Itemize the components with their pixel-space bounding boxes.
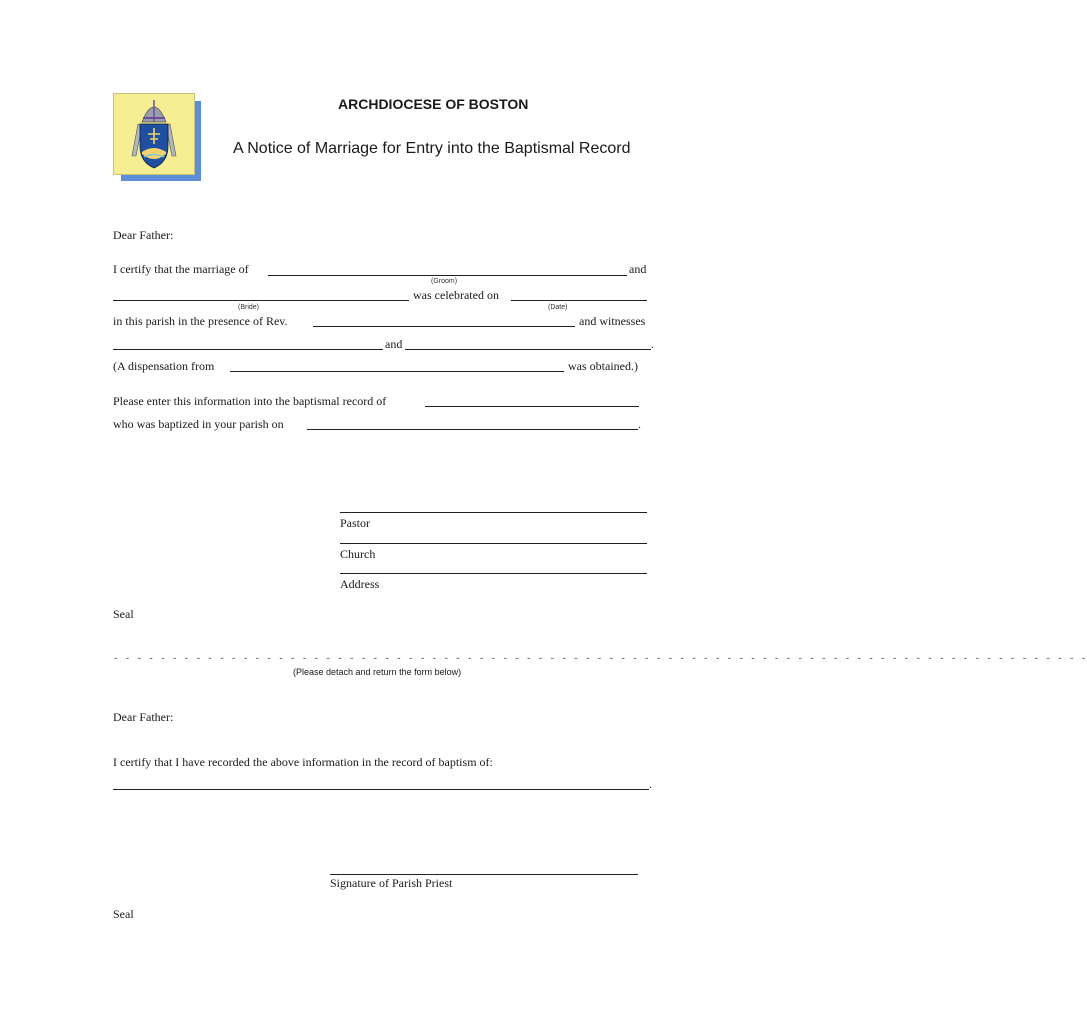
priest-signature-label: Signature of Parish Priest (330, 876, 453, 890)
enter-record-label: Please enter this information into the baptismal record of (113, 394, 387, 408)
dispensation-line[interactable] (230, 371, 564, 372)
celebrated-label: was celebrated on (413, 288, 499, 302)
period: . (649, 777, 652, 791)
logo-frame (113, 93, 195, 175)
baptized-label: who was baptized in your parish on (113, 417, 284, 431)
archdiocese-logo (113, 93, 203, 181)
archdiocese-crest-icon (114, 94, 194, 174)
baptism-record-name-line[interactable] (113, 789, 649, 790)
address-label: Address (340, 577, 380, 591)
seal-label: Seal (113, 607, 134, 621)
seal-label-2: Seal (113, 907, 134, 921)
dispensation-suffix: was obtained.) (568, 359, 638, 373)
witness-1-line[interactable] (113, 349, 383, 350)
witness-and-label: and (385, 337, 403, 351)
reverend-line[interactable] (313, 326, 575, 327)
church-line[interactable] (340, 543, 647, 544)
baptismal-name-line[interactable] (425, 406, 639, 407)
priest-signature-line[interactable] (330, 874, 638, 875)
and-label: and (629, 262, 647, 276)
organization-name: ARCHDIOCESE OF BOSTON (338, 96, 529, 112)
detach-dashed-line: - - - - - - - - - - - - - - - - - - - - - - - - - - - - - - - - - - - - - - - - - - - - - - - - - - - - - - - - - - - - - - - - - - - - - - - - - - - - - - - - - - - (113, 654, 1087, 664)
groom-name-line[interactable] (268, 275, 627, 276)
pastor-line[interactable] (340, 512, 647, 513)
presence-label: in this parish in the presence of Rev. (113, 314, 288, 328)
church-label: Church (340, 547, 376, 561)
bride-caption: (Bride) (238, 304, 260, 311)
baptism-date-line[interactable] (307, 429, 638, 430)
pastor-label: Pastor (340, 516, 370, 530)
salutation: Dear Father: (113, 228, 174, 242)
bride-name-line[interactable] (113, 300, 409, 301)
certify-prefix: I certify that the marriage of (113, 262, 249, 276)
page-title: A Notice of Marriage for Entry into the Baptismal Record (233, 140, 631, 157)
certify-recorded-label: I certify that I have recorded the above information in the record of baptism of: (113, 755, 493, 769)
date-caption: (Date) (548, 304, 568, 311)
salutation-2: Dear Father: (113, 710, 174, 724)
date-line[interactable] (511, 300, 647, 301)
period: . (651, 337, 654, 351)
address-line[interactable] (340, 573, 647, 574)
detach-note: (Please detach and return the form below) (293, 667, 462, 677)
witnesses-label: and witnesses (579, 314, 646, 328)
groom-caption: (Groom) (431, 278, 458, 285)
period: . (638, 417, 641, 431)
dispensation-prefix: (A dispensation from (113, 359, 215, 373)
witness-2-line[interactable] (405, 349, 651, 350)
